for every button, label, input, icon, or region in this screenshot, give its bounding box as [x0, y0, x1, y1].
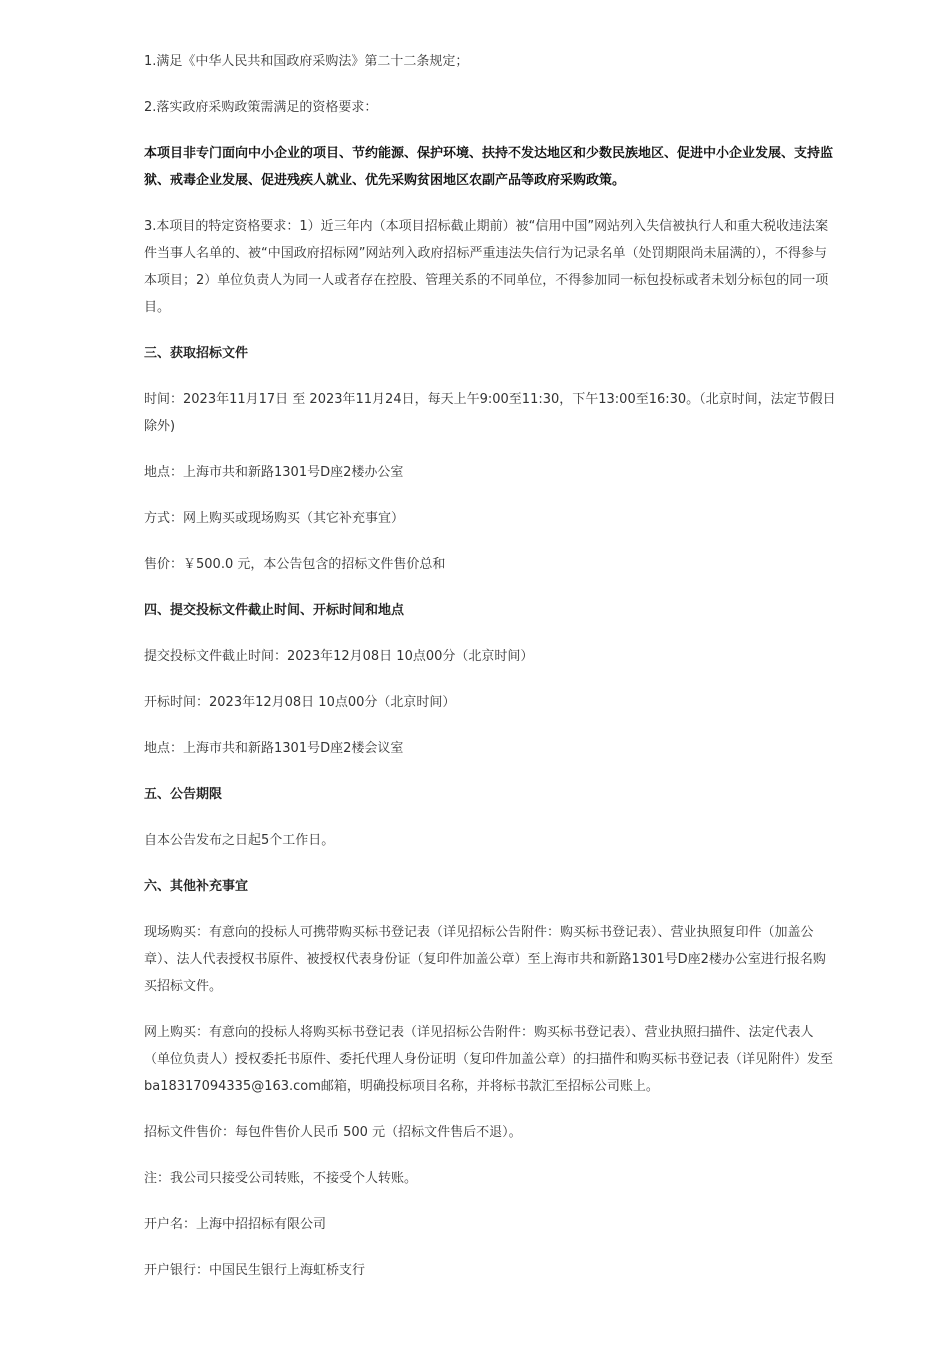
section-5-heading: 五、公告期限 [144, 787, 223, 802]
online-purchase-text: 网上购买：有意向的投标人将购买标书登记表（详见招标公告附件：购买标书登记表）、营业执照扫描件、法定代表人（单位负责人）授权委托书原件、委托代理人身份证明（复印件加盖公章）的扫描件和购买标书登记表（详见附件）发至ba18317094335@163.com邮箱，明确投标项目名称，并将标书款汇至招标公司账上。 [144, 1025, 834, 1094]
doc-acquisition-time: 时间：2023年11月17日 至 2023年11月24日，每天上午9:00至11:30，下午13:00至16:30。（北京时间，法定节假日除外) [144, 392, 836, 434]
bid-opening-time: 开标时间：2023年12月08日 10点00分（北京时间） [144, 695, 456, 710]
account-name: 开户名：上海中招招标有限公司 [144, 1217, 327, 1232]
section-6-heading: 六、其他补充事宜 [144, 879, 249, 894]
section-3-heading: 三、获取招标文件 [144, 346, 249, 361]
qualification-item-1: 1.满足《中华人民共和国政府采购法》第二十二条规定； [144, 54, 469, 69]
section-4-heading: 四、提交投标文件截止时间、开标时间和地点 [144, 603, 405, 618]
transfer-note: 注：我公司只接受公司转账，不接受个人转账。 [144, 1171, 418, 1186]
onsite-purchase-text: 现场购买：有意向的投标人可携带购买标书登记表（详见招标公告附件：购买标书登记表）、营业执照复印件（加盖公章）、法人代表授权书原件、被授权代表身份证（复印件加盖公章）至上海市共和新路1301号D座2楼办公室进行报名购买招标文件。 [144, 925, 826, 994]
bid-opening-location: 地点：上海市共和新路1301号D座2楼会议室 [144, 741, 404, 756]
doc-price: 售价：￥500.0 元，本公告包含的招标文件售价总和 [144, 557, 446, 572]
procurement-policy-text: 本项目非专门面向中小企业的项目、节约能源、保护环境、扶持不发达地区和少数民族地区、促进中小企业发展、支持监狱、戒毒企业发展、促进残疾人就业、优先采购贫困地区农副产品等政府采购政策。 [144, 146, 834, 188]
announcement-period: 自本公告发布之日起5个工作日。 [144, 833, 335, 848]
bid-doc-price: 招标文件售价：每包件售价人民币 500 元（招标文件售后不退）。 [144, 1125, 522, 1140]
doc-acquisition-method: 方式：网上购买或现场购买（其它补充事宜） [144, 511, 405, 526]
document-body [144, 48, 836, 1303]
qualification-item-2: 2.落实政府采购政策需满足的资格要求： [144, 100, 378, 115]
doc-acquisition-location: 地点：上海市共和新路1301号D座2楼办公室 [144, 465, 404, 480]
bank-name: 开户银行：中国民生银行上海虹桥支行 [144, 1263, 366, 1278]
bid-deadline: 提交投标文件截止时间：2023年12月08日 10点00分（北京时间） [144, 649, 534, 664]
qualification-item-3: 3.本项目的特定资格要求：1）近三年内（本项目招标截止期前）被“信用中国”网站列入失信被执行人和重大税收违法案件当事人名单的、被“中国政府招标网”网站列入政府招标严重违法失信行为记录名单（处罚期限尚未届满的），不得参与本项目；2）单位负责人为同一人或者存在控股、管理关系的不同单位，不得参加同一标包投标或者未划分标包的同一项目。 [144, 219, 829, 315]
